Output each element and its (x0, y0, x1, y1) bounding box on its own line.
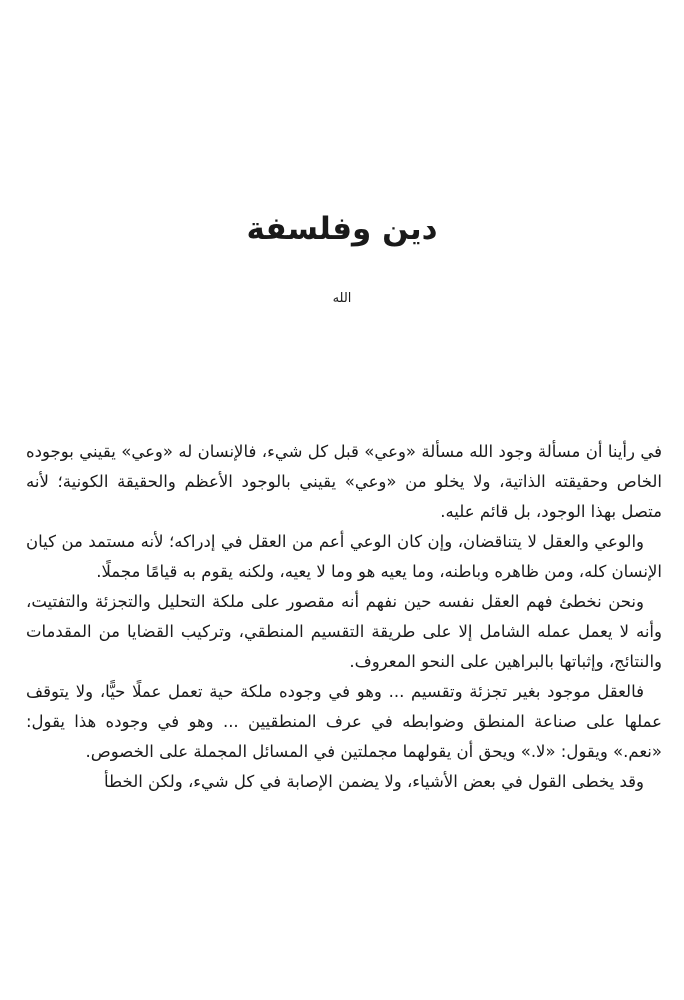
paragraph: والوعي والعقل لا يتناقضان، وإن كان الوعي أعم من العقل في إدراكه؛ لأنه مستمد من كيان الإنسان كله، ومن ظاهره وباطنه، وما يعيه هو وما لا يعيه، ولكنه يقوم به قيامًا مجملًا. (26, 532, 662, 581)
article-title: دين وفلسفة (246, 211, 438, 247)
paragraph: في رأينا أن مسألة وجود الله مسألة «وعي» قبل كل شيء، فالإنسان له «وعي» يقيني بوجوده الخاص وحقيقته الذاتية، ولا يخلو من «وعي» يقيني بالوجود الأعظم والحقيقة الكونية؛ لأنه متصل بهذا الوجود، بل قائم عليه. (26, 442, 662, 521)
paragraph: وقد يخطى القول في بعض الأشياء، ولا يضمن الإصابة في كل شيء، ولكن الخطأ (103, 772, 644, 791)
paragraph: فالعقل موجود بغير تجزئة وتقسيم ... وهو في وجوده ملكة حية تعمل عملًا حيًّا، ولا يتوقف عملها على صناعة المنطق وضوابطه في عرف المنطقيين ... وهو في وجوده هذا يقول: «نعم.» ويقول: «لا.» ويحق أن يقولهما مجملتين في المسائل المجملة على الخصوص. (26, 682, 662, 761)
article-author: الله (332, 291, 352, 306)
article-body (26, 437, 662, 797)
paragraph: ونحن نخطئ فهم العقل نفسه حين نفهم أنه مقصور على ملكة التحليل والتجزئة والتفتيت، وأنه لا يعمل عمله الشامل إلا على طريقة التقسيم المنطقي، وتركيب القضايا من المقدمات والنتائج، وإثباتها بالبراهين على النحو المعروف. (26, 592, 662, 671)
